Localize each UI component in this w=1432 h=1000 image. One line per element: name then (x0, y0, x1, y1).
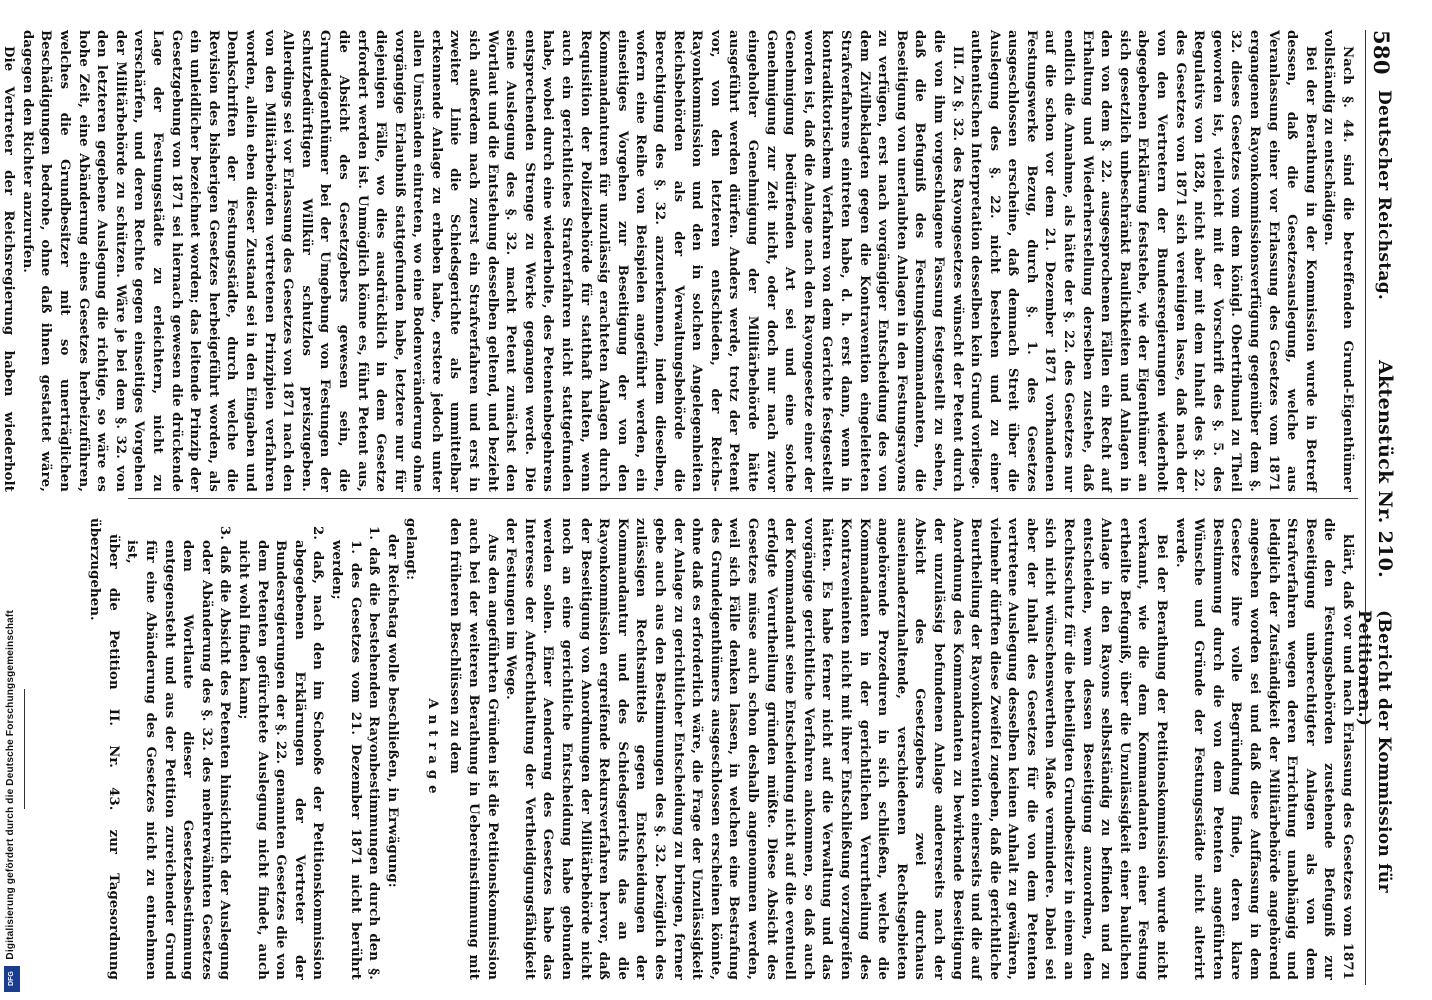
column-divider (128, 498, 1358, 499)
digitization-footer (2, 420, 24, 1000)
dfg-logo: DFG (4, 966, 20, 992)
paragraph: Aus den angeführten Gründen ist die Petitionskommission auch bei der weiteren Berathung in Uebereinstimmung mit den früheren Beschlüssen zu dem (447, 518, 500, 980)
paragraph: Die Vertreter der Reichsregierung haben wiederholt (1, 46, 17, 492)
header-rule (1365, 30, 1366, 985)
paragraph: III. Zu §. 32. des Rayongesetzes wünscht der Petent durch die von ihm vorgeschlagene Fassung festgestellt zu sehen, daß die Befugniß des Festungskommandanten, die Beseitigung von unerlaubten Anlagen in den Festungsrayons zu verfügen, erst nach vorgängiger Entscheidung des von dem Zivilbeklagten gegen die Kontravention eingeleiteten Strafverfahrens eintreten habe, d. h. erst dann, wenn in kontradiktorischem Verfahren von dem Gerichte festgestellt worden ist, daß die Anlage nach den Rayongesetze einer der Genehmigung bedürfenden Art sei und eine solche Genehmigung zur Zeit nicht, oder doch nur nach zuvor eingeholter Genehmigung der Militärbehörde hätte ausgeführt werden dürfen. Anders werde, trotz der Petent vor, von den letzteren entschieden, der Reichs-Rayonkommission und den in solchen Angelegenheiten Reichsbehörden als der Verwaltungsbehörde die Berechtigung des §. 32. anzuerkennen, indem dieselben, wofern eine Reihe von Beispielen angeführt werden, ein einseitiges Vorgehen zur Beseitigung der von den Kommandanturen für unzulässig erachteten Anlagen durch Requisition der Polizeibehörde für statthaft halten, wenn auch ein gerichtliches Strafverfahren nicht stattgefunden habe, wobei durch eine wiederholte, des Petentenbegehrens entsprechenden Strenge zu Werke gegangen werde. Die seine Auslegung des §. 32. macht Petent zunächst den Wortlaut und die Entstehung desselben geltend, und bezieht sich außerdem nach zuerst ein Strafverfahren und erst in zweiter Linie die Schiedsgerichte als unmittelbar erkennende Anlage zu erheben habe, erstere jedoch unter allen Umständen eintreten, wo eine Bodenveränderung ohne vorgängige Erlaubniß stattgefunden habe, letztere nur für diejenigen Fälle, wo dies ausdrücklich in dem Gesetze erfordert werden ist. Unmöglich könne es, führt Petent aus, die Absicht des Gesetzgebers gewesen sein, die Grundeigenthümer bei der Umgebung von Festungen der schutzbedürftigen Willkür schutzlos preiszugeben. Allerdings sei vor Erlassung des Gesetzes von 1871 nach den von den Militärbehörden vertretenen Prinzipien verfahren worden, allein eben dieser Zustand sei in den Eingaben und Denkschriften der Festungsstädte, durch welche die Revision des bisherigen Gesetzes herbeigeführt worden, als ein unleidlicher bezeichnet worden; das leitende Prinzip der Gesetzgebung von 1871 sei hiernach gewesen die drückende Lage der Festungsstädte zu erleichtern, nicht zu verschärfen, und deren Rechte gegen einseitiges Vorgehen der Militärbehörde zu schützen. Wäre je bei dem §. 32. von den letzteren gegebene Auslegung die richtige, so wäre es hohe Zeit, eine Abänderung eines Gesetzes herbeizuführen, welches die Grundbesitzer mit so unerträglichen Beschädigungen bedrohe, ohne daß ihnen gestattet wäre, dagegen den Richter anzurufen. (19, 30, 965, 492)
paragraph: Bei der Berathung der Petitionskommission wurde nicht verkannt, wie die dem Kommandanten einer Festung ertheilte Befugniß, über die Unzulässigkeit einer baulichen Anlage in den Rayons selbstständig zu befinden und zu entscheiden, wenn dessen Beseitigung anzuordnen, den Rechtsschutz für die betheiligten Grundbesitzer in einem an sich nicht wünschenswerthen Maße vermindere. Dabei sei aber der Inhalt des Gesetzes für die von dem Petenten vertretene Auslegung desselben keinen Anhalt zu gewähren, vielmehr dürften diese Zweifel zugeben, daß die gerichtliche Beurtheilung der Rayonkontravention einerseits und die auf Anordnung des Kommandanten zu bewirkende Beseitigung der unzulässig befundenen Anlage andererseits nach der Absicht des Gesetzgebers zwei durchaus auseinanderzuhaltende, verschiedenen Rechtsgebieten angehörende Prozeduren in sich schließen, welche die Kommandanten in der gerichtlichen Verurtheilung des Kontravenienten nicht mit ihrer Entschließung vorzugreifen hätten. Es habe ferner nicht auf die Verwaltung und das vorgängige gerichtliche Verfahren ankommen, so daß auch der Kommandant seine Entscheidung nicht auf die eventuell erfolgte Verurtheilung gründen müßte. Diese Absicht des Gesetzes müsse auch schon deshalb angenommen werden, weil sich Fälle denken lassen, in welchen eine Bestrafung des Grundeigenthümers ausgeschlossen erscheinen könnte, ohne daß es erforderlich wäre, die Frage der Unzulässigkeit der Anlage zu gerichtlicher Entscheidung zu bringen, ferner gebe auch aus den Bestimmungen des §. 32. bezüglich des zulässigen Rechtsmittels gegen Entscheidungen der Kommandantur und des Schiedsgerichts das an die Rayonkommission ergreifende Rekursverfahren hervor, daß der Beseitigung von Anordnungen der Militärbehörde nicht noch an eine gerichtliche Entscheidung habe gebunden werden sollen. Einer Aenderung des Gesetzes habe das Interesse der Aufrechthaltung der Vertheidigungsfähigkeit der Festungen im Wege. (503, 518, 1170, 980)
paragraph: der Reichstag wolle beschließen, in Erwägung: (384, 534, 400, 888)
paragraph: über die Petition II. Nr. 43. zur Tagesordnung überzugehen. (87, 518, 121, 980)
header-publication: Deutscher Reichstag. (1374, 90, 1394, 301)
paragraph: gelangt: (403, 518, 419, 581)
page-number: 580 (1369, 30, 1394, 75)
section-heading: Antrage (424, 698, 440, 800)
right-column (24, 518, 1356, 980)
motion-list (122, 518, 382, 980)
list-item: 3. daß die Absicht des Petenten hinsichtlich der Auslegung oder Abänderung des §. 32. des mehrerwähnten Gesetzes dem Wortlaute dieser Gesetzesbestimmung entgegensteht und aus der Petition zureichender Grund für eine Abänderung des Gesetzes nicht zu entnehmen ist, (124, 526, 233, 980)
paragraph: klärt, daß vor und nach Erlassung des Gesetzes vom 1871 die den Festungsbehörden zustehende Befugniß zur Beseitigung unberechtigter Anlagen als von dem Strafverfahren wegen deren Errichtung unabhängig und lediglich der Zuständigkeit der Militärbehörde angehörend angesehen worden sei und daß diese Auffassung in dem Gesetze ihre volle Begründung finde, deren klare Bestimmung durch die von dem Petenten angeführten Wünsche und Gründe der Festungsstädte nicht alterirt werde. (1172, 518, 1355, 980)
header-section: (Bericht der Kommission für Petitionen.) (1354, 610, 1394, 893)
paragraph: Bei der Berathung in der Kommission wurde in Betreff dessen, daß die Gesetzesauslegung, welche aus Veranlassung einer vor Erlassung des Gesetzes vom 1871 ergangenen Rayonkommissionsverfügung gegenüber dem §. 32. dieses Gesetzes vom dem königl. Obertribunal zu Theil geworden ist, vielleicht mit der Vorschrift des §. 5. des Regulativs von 1828, nicht aber mit dem Inhalt des §. 22. des Gesetzes von 1871 sich vereinigen lasse, daß nach der von den Vertretern der Bundesregierungen wiederholt abgegebenen Erklärung feststehe, wie der Eigenthümer an sich gesetzlich unbeschränkt Baulichkeiten und Anlagen in den von dem §. 22. ausgesprochenen Fällen ein Recht auf Erhaltung und Wiederherstellung derselben zustehe, daß endlich die Annahme, als hätte der §. 22. des Gesetzes nur auf die schon vor dem 21. Dezember 1871 vorhandenen Festungswerke Bezug, durch §. 1. des Gesetzes ausgeschlossen erscheine, daß demnach Streit über die Auslegung des §. 22. nicht bestehen und zu einer authentischen Interpretation desselben kein Grund vorliege. (968, 30, 1318, 492)
paragraph: Nach §. 44. sind die betreffenden Grund-Eigenthümer vollständig zu entschädigen. (1321, 30, 1355, 492)
header-document-number: Aktenstück Nr. 210. (1374, 360, 1396, 579)
list-item: 2. daß, nach den im Schooße der Petitionskommission abgegebenen Erklärungen der Vertreter der Bundesregierungen der §. 22. genannten Gesetzes die von dem Petenten gefürchtete Auslegung nicht findet, auch nicht wohl finden kann; (235, 526, 326, 980)
footer-text: Digitalisierung gefördert durch die Deutsche Forschungsgemeinschaft (5, 610, 16, 960)
running-header (1354, 30, 1402, 985)
left-column (0, 30, 1356, 492)
list-item: 1. daß die bestehenden Rayonbestimmungen durch den §. 1. des Gesetzes vom 21. Dezember 1871 nicht berührt werden; (328, 526, 382, 980)
